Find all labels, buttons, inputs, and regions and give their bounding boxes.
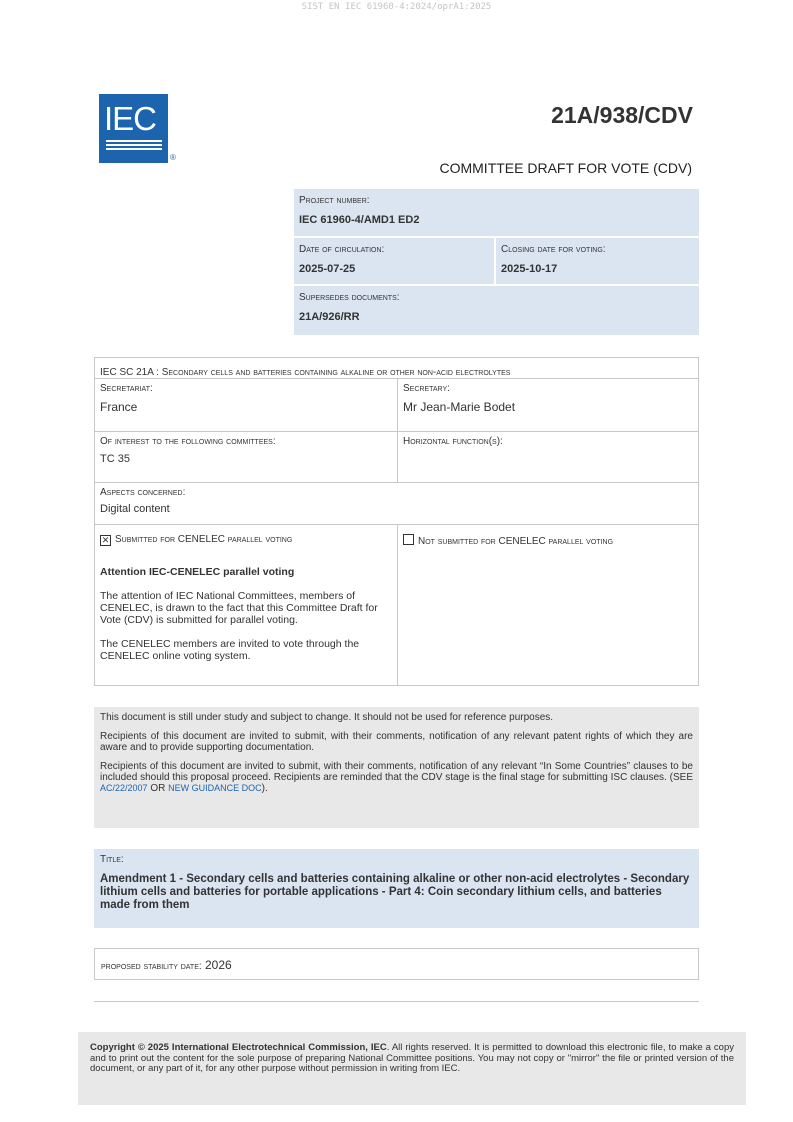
committee-table (94, 357, 699, 686)
copyright-bold: Copyright © 2025 International Electrotechnical Commission, IEC (90, 1042, 387, 1053)
supersedes-cell (294, 286, 699, 335)
logo-text: IEC (104, 100, 157, 137)
not-submitted-option (403, 534, 693, 547)
closing-date-value: 2025-10-17 (501, 263, 558, 275)
interest-cell (95, 432, 397, 482)
project-number-cell (294, 189, 699, 236)
notice-paragraph-1: This document is still under study and subject to change. It should not be used for reference purposes. (100, 712, 554, 723)
closing-date-label: Closing date for voting: (501, 244, 606, 255)
supersedes-value: 21A/926/RR (299, 311, 360, 323)
horizontal-cell (398, 432, 698, 482)
divider (94, 1001, 699, 1002)
or-text: OR (150, 783, 166, 794)
notice-paragraph-2: Recipients of this document are invited to submit, with their comments, notification of any relevant patent rights of which they are aware and to provide supporting documentation. (100, 731, 693, 753)
title-value: Amendment 1 - Secondary cells and batteries containing alkaline or other non-acid electrolytes - Secondary lithium cells and batteries for portable applications - Part 4: Coin secondary lithium cells, and batteries made from them (100, 873, 690, 911)
attention-paragraph-1: The attention of IEC National Committees, members of CENELEC, is drawn to the fact that this Committee Draft for Vote (CDV) is submitted for parallel voting. (100, 590, 378, 626)
notice-box (94, 707, 699, 828)
iec-logo (99, 94, 168, 163)
new-guidance-doc-link[interactable]: NEW GUIDANCE DOC (168, 783, 262, 793)
notice-paragraph-3 (100, 761, 693, 794)
secretariat-value: France (100, 400, 138, 414)
submitted-option (100, 534, 392, 546)
submitted-cell (95, 525, 397, 685)
committee-header-cell (95, 358, 698, 378)
document-reference: 21A/938/CDV (551, 102, 693, 128)
aspects-cell (95, 483, 698, 524)
notice-paragraph-3-text: Recipients of this document are invited to submit, with their comments, notification of any relevant “In Some Countries” clauses to be included should this proposal proceed. Recipients are reminded that the CDV stage is the final stage for submitting ISC clauses. ( (100, 761, 693, 783)
committee-header: IEC SC 21A : Secondary cells and batteries containing alkaline or other non-acid electrolytes (100, 367, 511, 378)
logo-registered-mark: ® (170, 153, 176, 162)
submitted-checkbox[interactable]: ✕ (101, 535, 110, 545)
circulation-date-value: 2025-07-25 (299, 263, 356, 275)
secretary-value: Mr Jean-Marie Bodet (403, 400, 516, 414)
secretary-label: Secretary: (403, 383, 450, 394)
secretary-cell (398, 379, 698, 431)
copyright-box (78, 1032, 746, 1105)
document-type: COMMITTEE DRAFT FOR VOTE (CDV) (439, 160, 692, 176)
ac-22-2007-link[interactable]: AC/22/2007 (100, 783, 148, 793)
aspects-label: Aspects concerned: (100, 487, 186, 498)
circulation-date-cell (294, 238, 494, 284)
project-number-value: IEC 61960-4/AMD1 ED2 (299, 214, 420, 226)
stability-box (94, 948, 699, 980)
secretariat-cell (95, 379, 397, 431)
logo-lines (106, 140, 162, 152)
aspects-value: Digital content (100, 503, 170, 515)
see-text: SEE (672, 772, 693, 783)
project-number-label: Project number: (299, 195, 370, 206)
submitted-label: Submitted for CENELEC parallel voting (115, 534, 293, 545)
horizontal-label: Horizontal function(s): (403, 436, 503, 447)
attention-paragraph-2: The CENELEC members are invited to vote through the CENELEC online voting system. (100, 638, 360, 662)
not-submitted-label: Not submitted for CENELEC parallel voting (418, 536, 614, 547)
closing-date-cell (496, 238, 699, 284)
not-submitted-checkbox[interactable] (403, 534, 414, 545)
stability-label: proposed stability date: (101, 961, 202, 972)
circulation-date-label: Date of circulation: (299, 244, 385, 255)
close-paren: ). (261, 783, 268, 794)
stability-value: 2026 (205, 958, 232, 972)
project-info-box (294, 189, 699, 335)
title-box (94, 849, 699, 928)
attention-title: Attention IEC-CENELEC parallel voting (100, 566, 295, 578)
supersedes-label: Supersedes documents: (299, 292, 400, 303)
watermark: SIST EN IEC 61960-4:2024/oprA1:2025 (301, 2, 492, 12)
secretariat-label: Secretariat: (100, 383, 153, 394)
title-label: Title: (100, 854, 124, 865)
interest-label: Of interest to the following committees: (100, 436, 276, 447)
not-submitted-cell (398, 525, 698, 685)
interest-value: TC 35 (100, 453, 130, 465)
copyright-text: . All rights reserved. It is permitted to download this electronic file, to make a copy and to print out the content for the sole purpose of preparing National Committee positions. You may not copy or "mirror" the file or printed version of the document, or any part of it, for any other purpose without permission in writing from IEC. (90, 1042, 734, 1074)
